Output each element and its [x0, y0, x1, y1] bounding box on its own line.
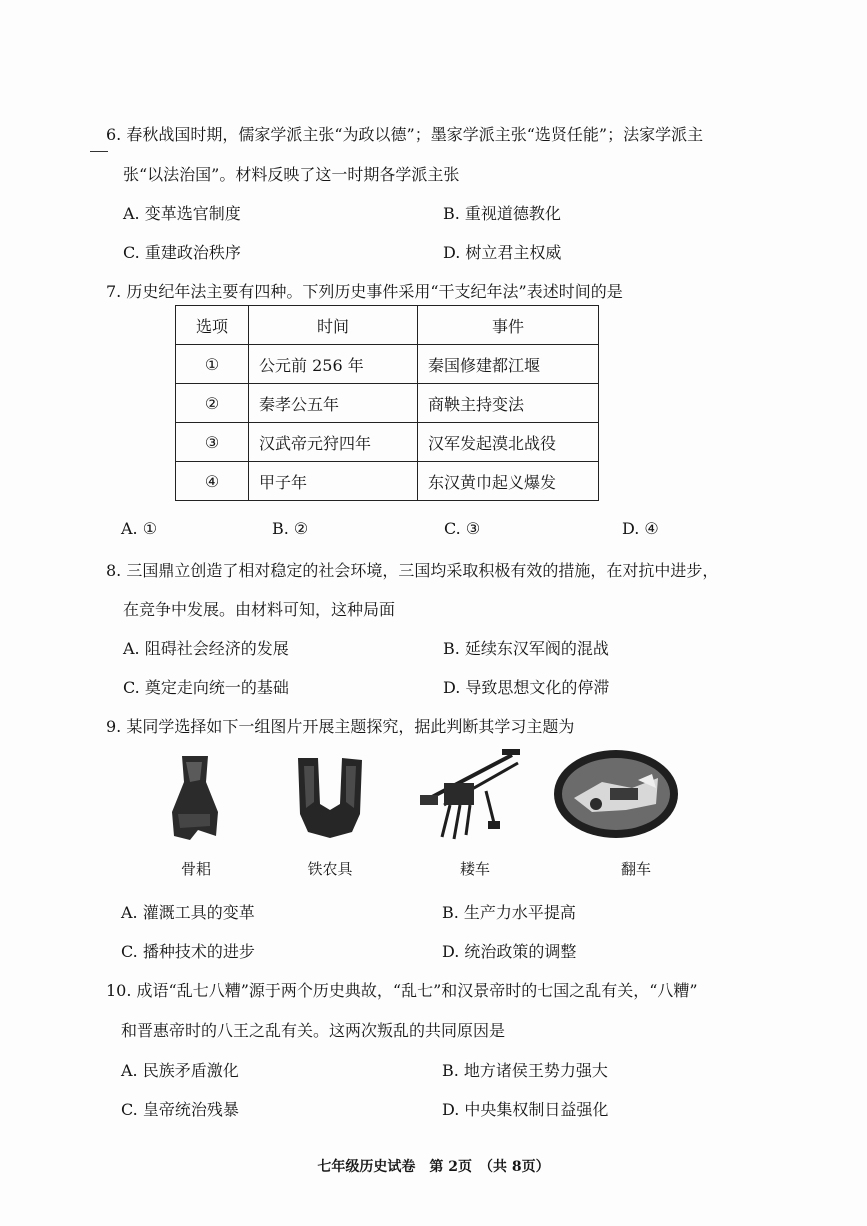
q8-option-b[interactable]: B. 延续东汉军阀的混战	[443, 639, 609, 658]
q10-option-b[interactable]: B. 地方诸侯王势力强大	[442, 1061, 608, 1080]
q7-option-c[interactable]: C. ③	[444, 519, 481, 538]
table-cell: 秦国修建都江堰	[418, 345, 599, 384]
page-footer: 七年级历史试卷 第 2页 （共 8页）	[317, 1159, 550, 1175]
image-caption-bone-spade: 骨耜	[180, 860, 211, 878]
table-header-cell: 时间	[249, 306, 418, 345]
calendar-events-table	[175, 305, 599, 501]
q6-option-a[interactable]: A. 变革选官制度	[123, 204, 241, 223]
table-row	[176, 345, 599, 384]
image-caption-seed-drill: 耧车	[459, 860, 490, 878]
table-cell: 汉武帝元狩四年	[249, 423, 418, 462]
table-cell: ①	[176, 345, 249, 384]
q8-option-c[interactable]: C. 奠定走向统一的基础	[123, 678, 289, 697]
table-cell: ④	[176, 462, 249, 501]
q8-stem-line2: 在竞争中发展。由材料可知，这种局面	[123, 600, 396, 619]
table-row	[176, 384, 599, 423]
q9-option-d[interactable]: D. 统治政策的调整	[442, 942, 577, 961]
q9-option-a[interactable]: A. 灌溉工具的变革	[121, 903, 255, 922]
table-cell: 东汉黄巾起义爆发	[418, 462, 599, 501]
table-row	[176, 462, 599, 501]
image-caption-iron-tool: 铁农具	[307, 860, 353, 878]
table-cell: 汉军发起漠北战役	[418, 423, 599, 462]
table-cell: 秦孝公五年	[249, 384, 418, 423]
scan-mark	[90, 151, 108, 152]
table-header-cell: 选项	[176, 306, 249, 345]
q9-option-b[interactable]: B. 生产力水平提高	[442, 903, 576, 922]
q10-option-d[interactable]: D. 中央集权制日益强化	[442, 1100, 609, 1119]
table-cell: ③	[176, 423, 249, 462]
seed-drill-image	[414, 745, 524, 845]
table-cell: ②	[176, 384, 249, 423]
image-caption-water-wheel: 翻车	[620, 860, 651, 878]
iron-tool-image	[290, 752, 370, 842]
q10-option-c[interactable]: C. 皇帝统治残暴	[121, 1100, 239, 1119]
q6-stem-line2: 张“以法治国”。材料反映了这一时期各学派主张	[123, 165, 460, 184]
q7-option-a[interactable]: A. ①	[121, 519, 158, 538]
q10-stem-line1: 10. 成语“乱七八糟”源于两个历史典故，“乱七”和汉景帝时的七国之乱有关，“八糟”	[106, 981, 698, 1000]
q6-stem-line1: 6. 春秋战国时期，儒家学派主张“为政以德”；墨家学派主张“选贤任能”；法家学派主	[106, 125, 704, 144]
q7-stem: 7. 历史纪年法主要有四种。下列历史事件采用“干支纪年法”表述时间的是	[106, 282, 623, 301]
q10-option-a[interactable]: A. 民族矛盾激化	[121, 1061, 239, 1080]
q9-option-c[interactable]: C. 播种技术的进步	[121, 942, 255, 961]
q6-option-b[interactable]: B. 重视道德教化	[443, 204, 561, 223]
q7-option-d[interactable]: D. ④	[622, 519, 659, 538]
table-cell: 公元前 256 年	[249, 345, 418, 384]
bone-spade-image	[160, 752, 230, 842]
table-cell: 甲子年	[249, 462, 418, 501]
q8-option-d[interactable]: D. 导致思想文化的停滞	[443, 678, 610, 697]
q6-option-d[interactable]: D. 树立君主权威	[443, 243, 562, 262]
table-row	[176, 423, 599, 462]
q8-stem-line1: 8. 三国鼎立创造了相对稳定的社会环境，三国均采取积极有效的措施，在对抗中进步，	[106, 561, 719, 580]
table-header-row	[176, 306, 599, 345]
table-header-cell: 事件	[418, 306, 599, 345]
q8-option-a[interactable]: A. 阻碍社会经济的发展	[123, 639, 289, 658]
q10-stem-line2: 和晋惠帝时的八王之乱有关。这两次叛乱的共同原因是	[121, 1021, 506, 1040]
q9-stem: 9. 某同学选择如下一组图片开展主题探究，据此判断其学习主题为	[106, 717, 575, 736]
q6-option-c[interactable]: C. 重建政治秩序	[123, 243, 241, 262]
water-wheel-image	[552, 748, 680, 840]
q7-option-b[interactable]: B. ②	[272, 519, 309, 538]
table-cell: 商鞅主持变法	[418, 384, 599, 423]
